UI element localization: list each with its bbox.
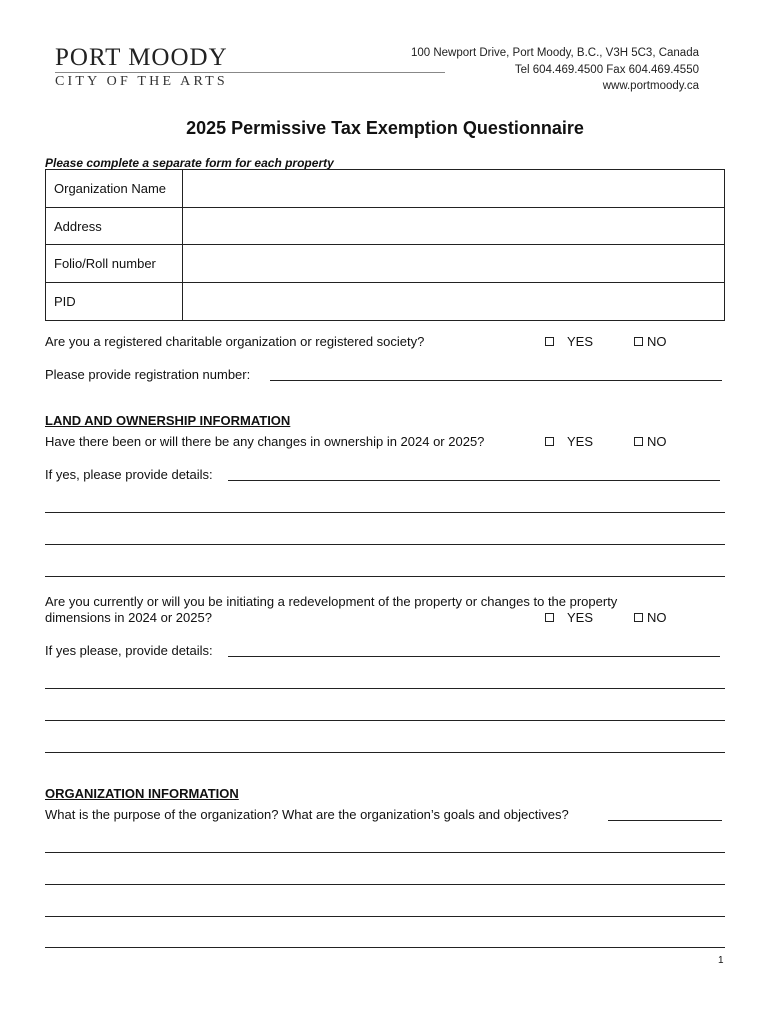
- ownership-details-line[interactable]: [45, 544, 725, 545]
- folio-roll-field[interactable]: [183, 245, 724, 282]
- no-label: NO: [647, 610, 667, 625]
- ownership-details-input[interactable]: [228, 469, 720, 481]
- organization-section-heading: ORGANIZATION INFORMATION: [45, 786, 239, 801]
- redevelopment-details-input[interactable]: [228, 645, 720, 657]
- property-info-table: [45, 169, 725, 321]
- organization-purpose-line[interactable]: [45, 884, 725, 885]
- yes-label: YES: [567, 434, 594, 449]
- checkbox-icon[interactable]: [545, 337, 554, 346]
- redevelopment-question-line-2: dimensions in 2024 or 2025?: [45, 610, 212, 625]
- redevelopment-no-option[interactable]: [634, 610, 667, 625]
- redevelopment-details-line[interactable]: [45, 720, 725, 721]
- pid-label: PID: [46, 283, 183, 321]
- registration-number-input[interactable]: [270, 369, 722, 381]
- folio-roll-label: Folio/Roll number: [46, 245, 183, 282]
- registration-number-label: Please provide registration number:: [45, 367, 251, 382]
- logo-tagline: CITY OF THE ARTS: [55, 74, 228, 89]
- pid-field[interactable]: [183, 283, 724, 321]
- organization-purpose-line[interactable]: [45, 947, 725, 948]
- ownership-details-label: If yes, please provide details:: [45, 467, 213, 482]
- table-row: [46, 245, 724, 283]
- checkbox-icon[interactable]: [545, 437, 554, 446]
- organization-name-label: Organization Name: [46, 170, 183, 207]
- registered-no-option[interactable]: [634, 334, 667, 349]
- address-label: Address: [46, 208, 183, 245]
- ownership-no-option[interactable]: [634, 434, 667, 449]
- ownership-details-line[interactable]: [45, 576, 725, 577]
- redevelopment-yes-option[interactable]: [545, 610, 593, 625]
- organization-purpose-input[interactable]: [608, 809, 722, 821]
- address-line-3: www.portmoody.ca: [602, 80, 699, 92]
- redevelopment-details-line[interactable]: [45, 752, 725, 753]
- address-field[interactable]: [183, 208, 724, 245]
- table-row: [46, 208, 724, 246]
- organization-purpose-line[interactable]: [45, 916, 725, 917]
- organization-purpose-question: What is the purpose of the organization? What are the organization’s goals and objectives?: [45, 807, 569, 822]
- ownership-yes-option[interactable]: [545, 434, 593, 449]
- ownership-change-question: Have there been or will there be any changes in ownership in 2024 or 2025?: [45, 434, 485, 449]
- yes-label: YES: [567, 334, 594, 349]
- logo-wordmark: PORT MOODY: [55, 44, 228, 71]
- instruction-note: Please complete a separate form for each property: [45, 156, 334, 170]
- checkbox-icon[interactable]: [634, 337, 643, 346]
- organization-name-field[interactable]: [183, 170, 724, 207]
- address-line-1: 100 Newport Drive, Port Moody, B.C., V3H 5C3, Canada: [410, 47, 699, 59]
- checkbox-icon[interactable]: [634, 613, 643, 622]
- organization-purpose-line[interactable]: [45, 852, 725, 853]
- address-line-2: Tel 604.469.4500 Fax 604.469.4550: [514, 64, 699, 76]
- checkbox-icon[interactable]: [545, 613, 554, 622]
- registered-yes-option[interactable]: [545, 334, 593, 349]
- logo-divider: [55, 72, 445, 73]
- ownership-details-line[interactable]: [45, 512, 725, 513]
- land-section-heading: LAND AND OWNERSHIP INFORMATION: [45, 413, 291, 428]
- yes-label: YES: [567, 610, 594, 625]
- table-row: [46, 283, 724, 321]
- table-row: [46, 170, 724, 208]
- page-number: 1: [718, 955, 724, 966]
- page-title: 2025 Permissive Tax Exemption Questionnaire: [186, 118, 584, 138]
- no-label: NO: [647, 334, 667, 349]
- redevelopment-details-label: If yes please, provide details:: [45, 643, 213, 658]
- redevelopment-question-line-1: Are you currently or will you be initiating a redevelopment of the property or changes to the property: [45, 594, 618, 609]
- checkbox-icon[interactable]: [634, 437, 643, 446]
- redevelopment-details-line[interactable]: [45, 688, 725, 689]
- registered-question: Are you a registered charitable organization or registered society?: [45, 334, 425, 349]
- no-label: NO: [647, 434, 667, 449]
